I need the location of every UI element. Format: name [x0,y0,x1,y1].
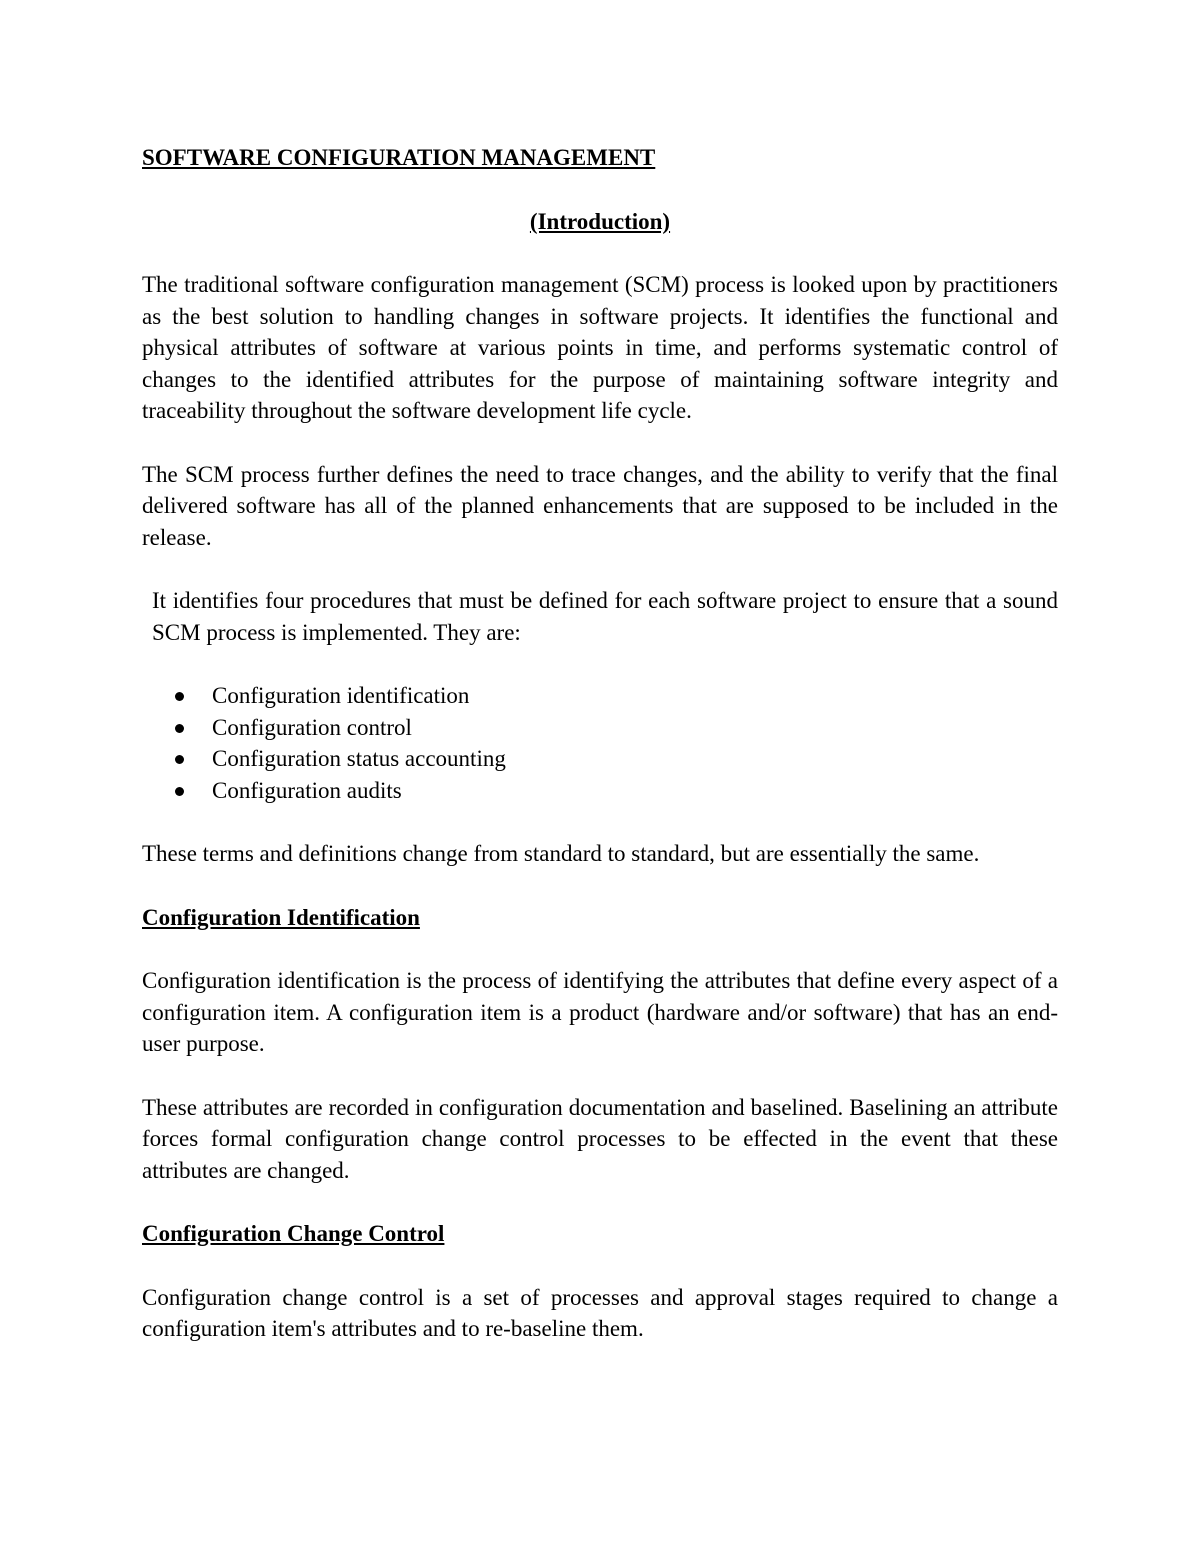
list-item-label: Configuration audits [212,777,402,803]
list-item-label: Configuration identification [212,683,470,708]
bullet-icon [175,787,184,796]
bullet-icon [175,724,184,733]
list-item [142,775,1058,807]
list-item-label: Configuration control [212,714,412,740]
procedures-paragraph: It identifies four procedures that must be defined for each software project to ensure that a sound SCM process is implemented. They are: [152,588,1058,645]
terms-paragraph: These terms and definitions change from standard to standard, but are essentially the same. [142,841,980,866]
section-heading-identification: Configuration Identification [142,904,420,930]
procedures-list [142,680,1058,806]
identification-paragraph-1: Configuration identification is the process of identifying the attributes that define every aspect of a configuration item. A configuration item is a product (hardware and/or software) that has an end-user purpose. [142,968,1058,1056]
document-subtitle: (Introduction) [529,208,671,234]
scm-paragraph: The SCM process further defines the need to trace changes, and the ability to verify that the final delivered software has all of the planned enhancements that are supposed to be included in the release. [142,461,1058,550]
intro-paragraph: The traditional software configuration management (SCM) process is looked upon by practitioners as the best solution to handling changes in software projects. It identifies the functional and physical attributes of software at various points in time, and performs systematic control of changes to the identified attributes for the purpose of maintaining software integrity and traceability throughout the software development life cycle. [142,272,1058,423]
identification-paragraph-2: These attributes are recorded in configuration documentation and baselined. Baselining an attribute forces formal configuration change control processes to be effected in the event that these attributes are changed. [142,1094,1058,1183]
bullet-icon [175,755,184,764]
bullet-icon [175,692,184,701]
list-item [142,743,1058,775]
section-heading-change-control: Configuration Change Control [142,1221,445,1246]
list-item [142,712,1058,744]
list-item [142,680,1058,712]
document-title: SOFTWARE CONFIGURATION MANAGEMENT [142,145,656,170]
list-item-label: Configuration status accounting [212,746,506,771]
change-control-paragraph-1: Configuration change control is a set of processes and approval stages required to change a configuration item's attributes and to re-baseline them. [142,1284,1058,1341]
document-page [142,142,1058,1345]
